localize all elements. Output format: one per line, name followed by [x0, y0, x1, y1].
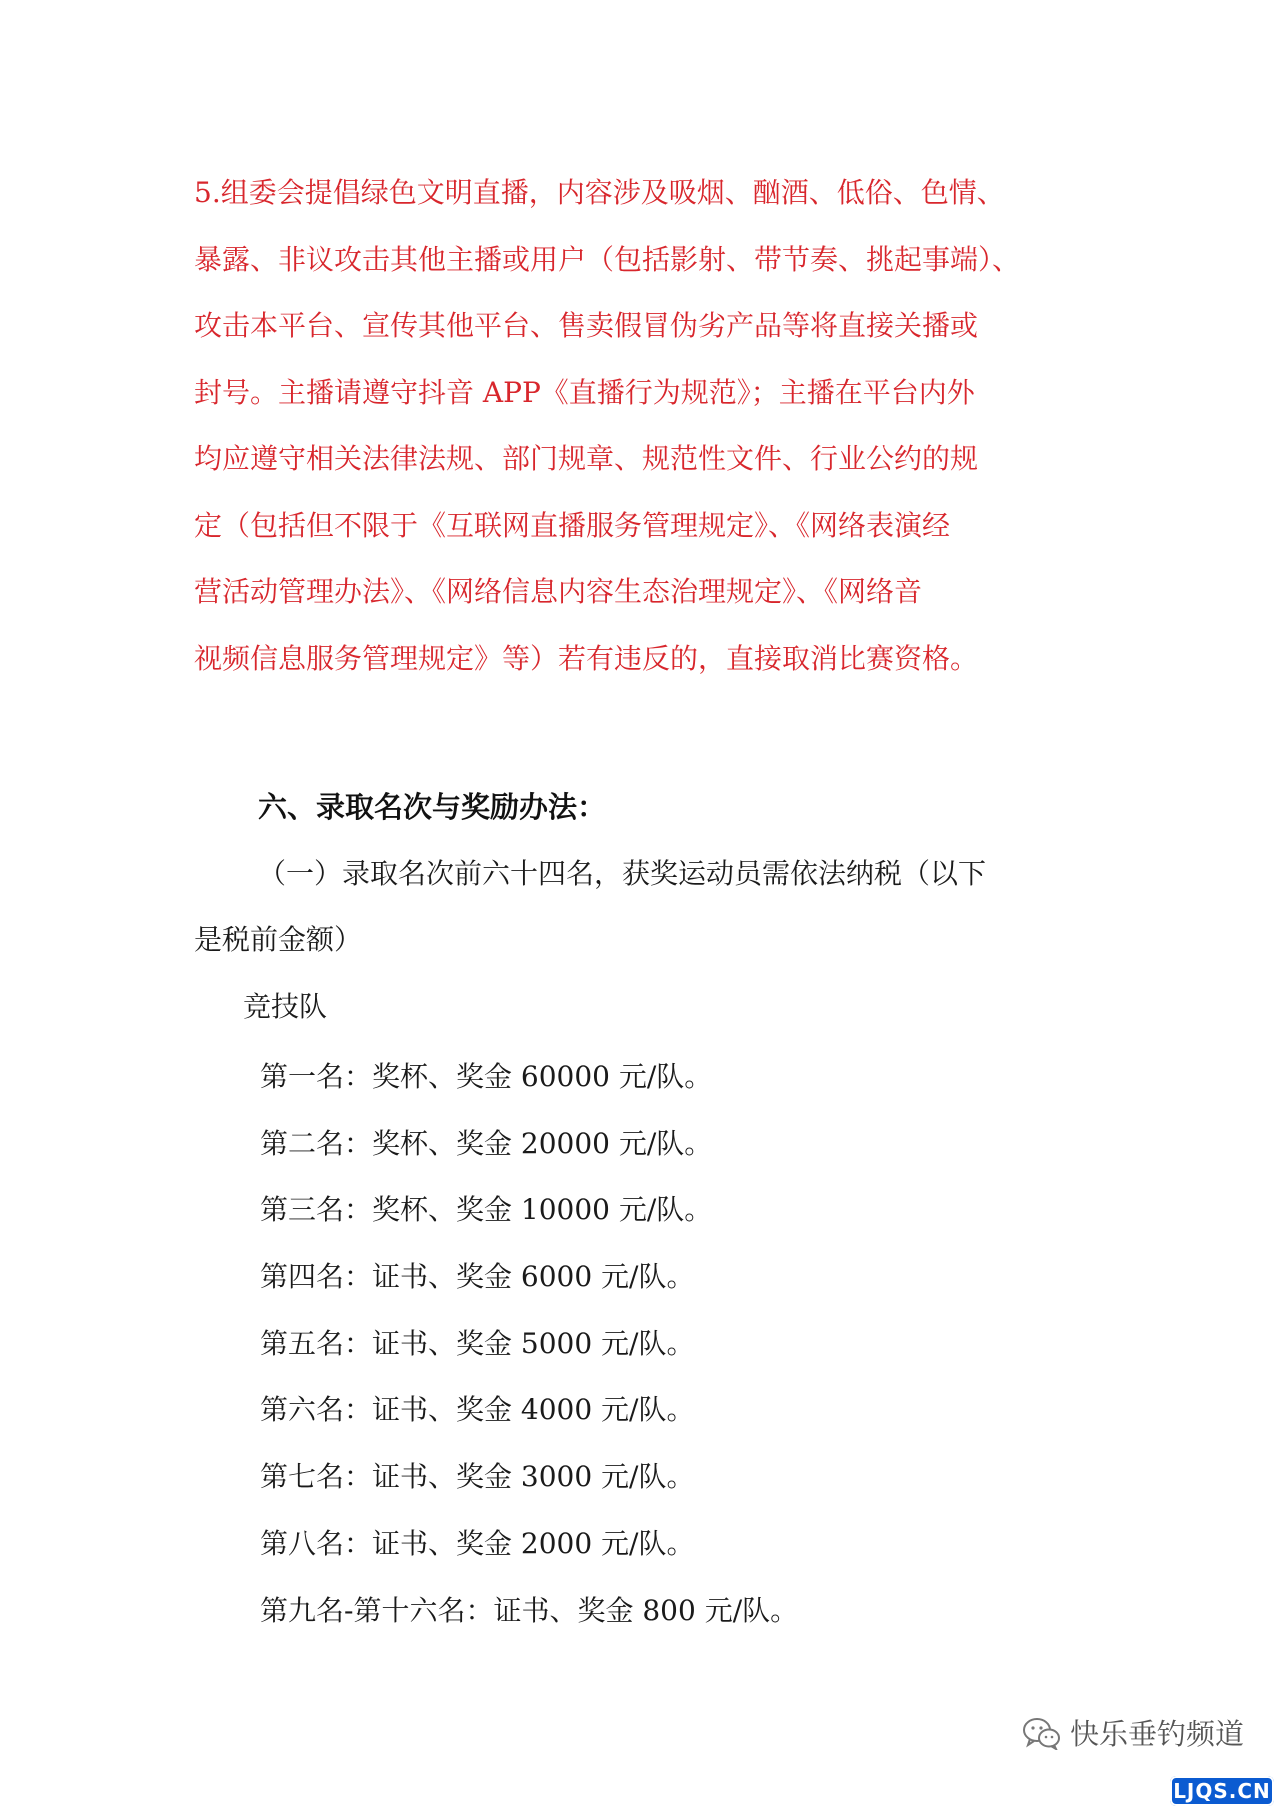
prize-item-3rd: 第三名：奖杯、奖金 10000 元/队。	[260, 1193, 713, 1227]
prize-item-4th: 第四名：证书、奖金 6000 元/队。	[260, 1260, 695, 1294]
wechat-watermark	[1022, 1712, 1244, 1753]
rule-5-line: 视频信息服务管理规定》等）若有违反的，直接取消比赛资格。	[194, 641, 979, 675]
rule-5-line: 5.组委会提倡绿色文明直播，内容涉及吸烟、酗酒、低俗、色情、	[194, 176, 1005, 209]
team-category-label: 竞技队	[243, 990, 328, 1023]
rule-5-line: 封号。主播请遵守抖音 APP《直播行为规范》；主播在平台内外	[194, 375, 975, 409]
prize-item-1st: 第一名：奖杯、奖金 60000 元/队。	[260, 1060, 713, 1093]
prize-item-6th: 第六名：证书、奖金 4000 元/队。	[260, 1393, 695, 1427]
prize-item-5th: 第五名：证书、奖金 5000 元/队。	[260, 1326, 695, 1360]
rule-5-line: 定（包括但不限于《互联网直播服务管理规定》、《网络表演经	[194, 508, 951, 542]
site-badge: LJQS.CN	[1170, 1776, 1274, 1806]
prize-item-9th-16th: 第九名-第十六名：证书、奖金 800 元/队。	[260, 1593, 799, 1627]
rule-5-line: 营活动管理办法》、《网络信息内容生态治理规定》、《网络音	[194, 575, 923, 608]
section-6-heading: 六、录取名次与奖励办法：	[258, 790, 607, 824]
wechat-icon	[1022, 1716, 1062, 1750]
prize-item-7th: 第七名：证书、奖金 3000 元/队。	[260, 1460, 695, 1494]
ranking-subheading-continued: 是税前金额）	[194, 923, 363, 956]
prize-list	[260, 1052, 798, 1652]
prize-item-2nd: 第二名：奖杯、奖金 20000 元/队。	[260, 1126, 713, 1160]
rule-5-line: 暴露、非议攻击其他主播或用户（包括影射、带节奏、挑起事端）、	[194, 242, 1021, 276]
prize-item-8th: 第八名：证书、奖金 2000 元/队。	[260, 1526, 695, 1560]
ranking-subheading: （一）录取名次前六十四名，获奖运动员需依法纳税（以下	[258, 857, 987, 890]
rule-5-line: 均应遵守相关法律法规、部门规章、规范性文件、行业公约的规	[194, 442, 979, 475]
rule-5-line: 攻击本平台、宣传其他平台、售卖假冒伪劣产品等将直接关播或	[194, 309, 979, 342]
watermark-text: 快乐垂钓频道	[1069, 1717, 1244, 1751]
rule-5-paragraph	[194, 160, 1094, 692]
